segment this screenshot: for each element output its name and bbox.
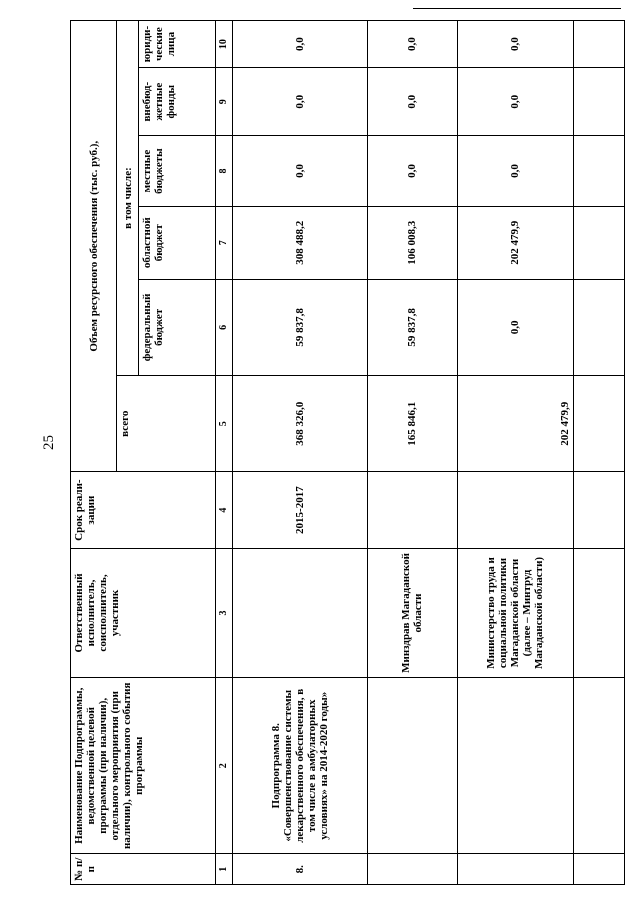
row-local: 0,0	[232, 136, 367, 207]
table-row	[457, 21, 573, 885]
row-offbudget: 0,0	[367, 68, 457, 136]
row-executor	[232, 548, 367, 677]
header-name: Наименование Подпрограммы, ведомственной целевой программы (при наличии), отдельного мероприятия (при наличии), контрольного события программы	[71, 678, 216, 854]
row-offbudget: 0,0	[232, 68, 367, 136]
table-row-empty	[573, 21, 624, 885]
table-row	[232, 21, 367, 885]
empty-cell	[573, 376, 624, 472]
row-executor: Минздрав Магаданской области	[367, 548, 457, 677]
row-federal: 59 837,8	[367, 279, 457, 375]
empty-cell	[573, 68, 624, 136]
empty-cell	[573, 206, 624, 279]
empty-cell	[573, 279, 624, 375]
row-local: 0,0	[367, 136, 457, 207]
column-number: 7	[216, 206, 233, 279]
row-regional: 106 008,3	[367, 206, 457, 279]
row-regional: 308 488,2	[232, 206, 367, 279]
row-num: 8.	[232, 854, 367, 885]
column-number: 6	[216, 279, 233, 375]
row-total: 368 326,0	[232, 376, 367, 472]
column-number: 2	[216, 678, 233, 854]
row-num	[367, 854, 457, 885]
row-federal: 59 837,8	[232, 279, 367, 375]
header-total: всего	[117, 376, 216, 472]
row-period	[367, 472, 457, 548]
empty-cell	[573, 854, 624, 885]
page-number: 25	[41, 435, 57, 450]
empty-cell	[573, 136, 624, 207]
column-number: 8	[216, 136, 233, 207]
column-number: 10	[216, 21, 233, 68]
empty-cell	[573, 678, 624, 854]
row-regional: 202 479,9	[457, 206, 573, 279]
table-row	[367, 21, 457, 885]
column-number: 5	[216, 376, 233, 472]
row-legal: 0,0	[367, 21, 457, 68]
row-legal: 0,0	[232, 21, 367, 68]
column-number: 9	[216, 68, 233, 136]
row-name: Подпрограмма 8. «Совершенствование системы лекарственного обеспечения, в том числе в амбулаторных условиях» на 2014-2020 годы»	[232, 678, 367, 854]
column-number-row	[216, 21, 233, 885]
row-offbudget: 0,0	[457, 68, 573, 136]
empty-cell	[573, 548, 624, 677]
row-period: 2015-2017	[232, 472, 367, 548]
row-total: 165 846,1	[367, 376, 457, 472]
row-name	[367, 678, 457, 854]
header-regional: областной бюджет	[139, 206, 216, 279]
row-name	[457, 678, 573, 854]
header-resource-group: Объем ресурсного обеспечения (тыс. руб.),	[71, 21, 117, 472]
top-rule	[413, 8, 621, 9]
header-offbudget: внебюд-жетные фонды	[139, 68, 216, 136]
rotated-table-container	[70, 20, 625, 885]
row-legal: 0,0	[457, 21, 573, 68]
row-period	[457, 472, 573, 548]
column-number: 4	[216, 472, 233, 548]
header-period: Срок реали-зации	[71, 472, 216, 548]
column-number: 3	[216, 548, 233, 677]
column-number: 1	[216, 854, 233, 885]
header-executor: Ответственный исполнитель, соисполнитель, участник	[71, 548, 216, 677]
header-including: в том числе:	[117, 21, 139, 376]
row-executor: Министерство труда и социальной политики Магаданской области (далее – Минтруд Магаданской области)	[457, 548, 573, 677]
header-federal: федеральный бюджет	[139, 279, 216, 375]
empty-cell	[573, 472, 624, 548]
empty-cell	[573, 21, 624, 68]
header-local: местные бюджеты	[139, 136, 216, 207]
row-num	[457, 854, 573, 885]
row-local: 0,0	[457, 136, 573, 207]
header-legal: юриди-ческие лица	[139, 21, 216, 68]
row-total: 202 479,9	[457, 376, 573, 472]
header-num: № п/п	[71, 854, 216, 885]
row-federal: 0,0	[457, 279, 573, 375]
resource-table	[70, 20, 625, 885]
